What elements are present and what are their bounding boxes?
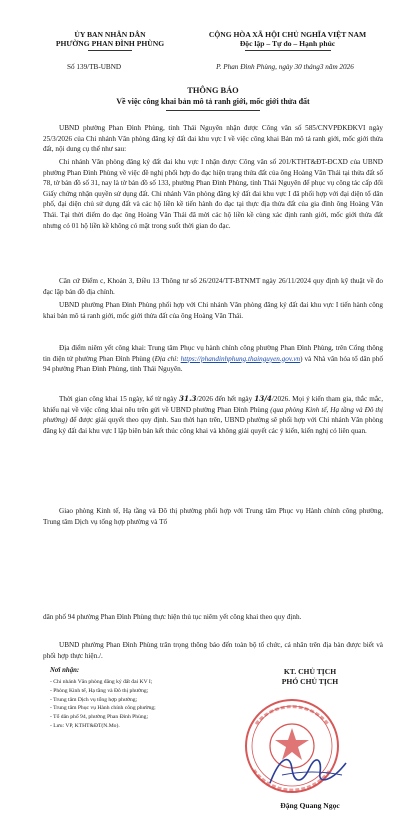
signature-line-1: KT. CHỦ TỊCH — [283, 667, 337, 676]
org-line-2: PHƯỜNG PHAN ĐÌNH PHÙNG — [55, 39, 165, 48]
recipient-item: - Chi nhánh Văn phòng đăng ký đất đai KV I; — [50, 679, 153, 685]
paragraph-7: Giao phòng Kinh tế, Hạ tầng và Đô thị phường phối hợp với Trung tâm Phục vụ Hành chính công phường, Trung tâm Dịch vụ tổng hợp phường và Tổ — [43, 507, 383, 526]
start-date-handwritten: 31.3 — [179, 394, 197, 403]
nation-line-1: CỘNG HÒA XÃ HỘI CHỦ NGHĨA VIỆT NAM — [208, 30, 367, 39]
national-motto — [185, 30, 390, 48]
recipient-item: - Phòng Kinh tế, Hạ tầng và Đô thị phường; — [50, 687, 149, 694]
recipient-item: - Lưu: VP, KTHT&ĐT(N.Mo). — [50, 722, 120, 729]
title-underline — [166, 110, 260, 111]
portal-link[interactable]: https://phandinhphung.thainguyen.gov.vn — [180, 354, 301, 363]
recipient-list — [50, 678, 156, 731]
motto-underline — [245, 50, 331, 51]
end-date-handwritten: 13/4 — [254, 394, 272, 403]
recipients-label: Nơi nhận: — [50, 667, 80, 674]
org-name — [40, 30, 180, 48]
doc-number: Số 139/TB-UBND — [67, 63, 122, 71]
recipient-item: - Trung tâm Dịch vụ tổng hợp phường; — [50, 696, 138, 703]
org-line-1: ỦY BAN NHÂN DÂN — [74, 30, 146, 39]
recipient-item: - Trung tâm Phục vụ Hành chính công phường; — [50, 705, 156, 712]
paragraph-2: Chi nhánh Văn phòng đăng ký đất đai khu vực I nhận được Công văn số 201/KTHT&ĐT-ĐCXD của UBND phường Phan Đình Phùng về việc đề nghị phối hợp đo đạc hiện trạng thửa đất của ông Hoàng Văn Thái tại thửa đất số 78, tờ bản đồ số 31, nay là tờ bản đồ số 133, phường Phan Đình Phùng, tỉnh Thái Nguyên để phục vụ công tác cấp đổi Giấy chứng nhận quyền sử dụng đất. Chi nhánh Văn phòng đăng ký đất đai khu vực I đã phối hợp với đại diện tổ dân phố, đại diện chủ sử dụng đất và các hộ liền kề tiến hành đo đạc tại thực địa thửa đất của gia đình ông Hoàng Văn Thái. Tại thời điểm đo đạc ông Hoàng Văn Thái đã mời các hộ liền kề cùng xác định ranh giới, mốc giới thửa đất nhưng có 01 hộ liền kề không có mặt trong suốt thời gian đo đạc. — [43, 158, 383, 230]
paragraph-1: UBND phường Phan Đình Phùng, tỉnh Thái Nguyên nhận được Công văn số 585/CNVPĐKĐKVI ngày 25/3/2026 của Chi nhánh Văn phòng đăng ký đất đai khu vực I về việc công khai Bản mô tả ranh giới, mốc giới thửa đất, nội dung cụ thể như sau: — [43, 124, 383, 154]
handwritten-signature — [262, 745, 352, 795]
signer-name: Đặng Quang Ngọc — [280, 801, 340, 810]
org-underline — [88, 50, 132, 51]
doc-title: THÔNG BÁO — [187, 86, 239, 95]
paragraph-5: Địa điểm niêm yết công khai: Trung tâm Phục vụ hành chính công phường Phan Đình Phùng, trên Cổng thông tin điện tử phường Phan Đình Phùng (Địa chỉ: https://phandinhphung.thainguyen.gov.vn) và Nhà văn hóa tổ dân phố 94 phường Phan Đình Phùng, tỉnh Thái Nguyên. — [43, 344, 383, 374]
date-month: 3 — [319, 63, 324, 71]
signature-line-2: PHÓ CHỦ TỊCH — [281, 676, 339, 686]
doc-subtitle: Về việc công khai bản mô tả ranh giới, mốc giới thửa đất — [116, 97, 310, 106]
signature-title — [245, 667, 375, 686]
paragraph-6: Thời gian công khai 15 ngày, kể từ ngày 31.3/2026 đến hết ngày 13/4/2026. Mọi ý kiến tham gia, thắc mắc, khiếu nại về việc công khai nêu trên gửi về UBND phường Phan Đình Phùng (qua phòng Kinh tế, Hạ tầng và Đô thị phường) để được giải quyết theo quy định. Sau thời hạn trên, UBND phường sẽ phối hợp với Chi nhánh Văn phòng đăng ký đất đai khu vực I lập biên bản kết thúc công khai và không giải quyết các ý kiến, kiến nghị có liên quan. — [43, 394, 384, 435]
paragraph-8: UBND phường Phan Đình Phùng trân trọng thông báo đến toàn bộ tổ chức, cá nhân trên địa bàn được biết và phối hợp thực hiện./. — [43, 641, 383, 660]
paragraph-7-continued: dân phố 94 phường Phan Đình Phùng thực hiện thủ tục niêm yết công khai theo quy định. — [43, 613, 302, 621]
place-date: P. Phan Đình Phùng, ngày 30 tháng3 năm 2026 — [216, 63, 354, 71]
recipient-item: - Tổ dân phố 94, phường Phan Đình Phùng; — [50, 714, 149, 721]
paragraph-3: Căn cứ Điểm c, Khoản 3, Điều 13 Thông tư số 26/2024/TT-BTNMT ngày 26/11/2024 quy định kỹ thuật về đo đạc lập bản đồ địa chính. — [43, 277, 383, 296]
nation-line-2: Độc lập – Tự do – Hạnh phúc — [239, 39, 336, 48]
paragraph-4: UBND phường Phan Đình Phùng phối hợp với Chi nhánh Văn phòng đăng ký đất đai khu vực I tiến hành công khai bản mô tả ranh giới, mốc giới thửa đất của ông Hoàng Văn Thái. — [43, 301, 383, 320]
date-day: 30 — [294, 63, 302, 71]
